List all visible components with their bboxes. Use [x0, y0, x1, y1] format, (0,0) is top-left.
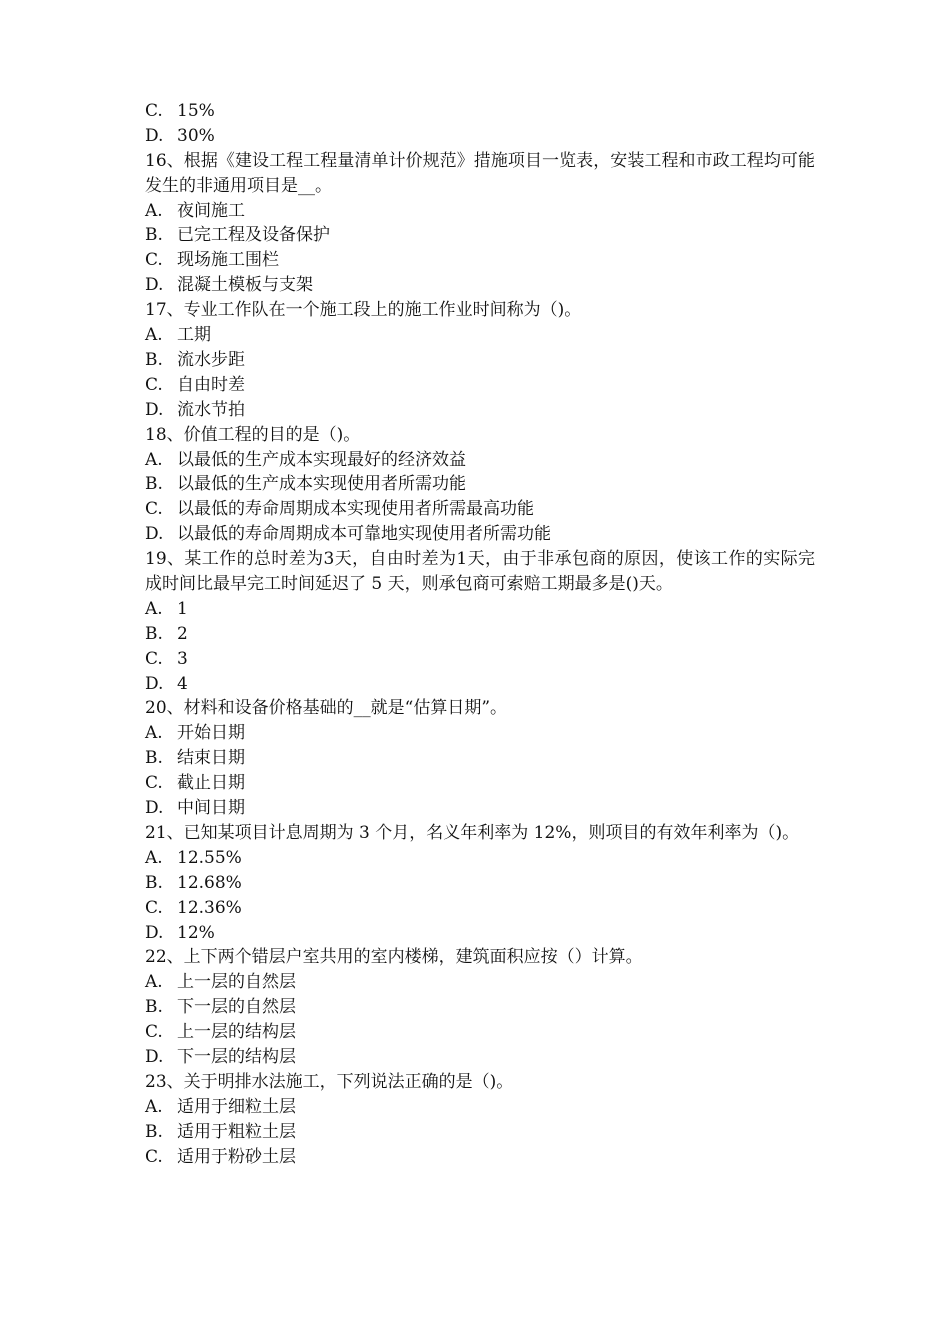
option-key: A.: [145, 1096, 163, 1117]
question-text: 16、根据《建设工程工程量清单计价规范》措施项目一览表，安装工程和市政工程均可能发生的非通用项目是__。: [145, 150, 815, 196]
option-text: 12.68%: [177, 872, 242, 893]
option-text: 1: [177, 598, 188, 619]
option-key: B.: [145, 349, 163, 370]
question-text: 17、专业工作队在一个施工段上的施工作业时间称为（)。: [145, 300, 582, 321]
option-key: D.: [145, 1046, 164, 1067]
answer-option: [145, 597, 815, 622]
option-text: 3: [177, 648, 188, 669]
option-key: A.: [145, 598, 163, 619]
option-key: B.: [145, 748, 163, 769]
answer-option: [145, 1020, 815, 1045]
answer-option: [145, 323, 815, 348]
option-text: 开始日期: [177, 723, 245, 744]
question-text: 22、上下两个错层户室共用的室内楼梯，建筑面积应按（）计算。: [145, 947, 643, 968]
answer-option: [145, 672, 815, 697]
answer-option: [145, 1120, 815, 1145]
answer-option: [145, 248, 815, 273]
answer-option: [145, 896, 815, 921]
option-key: C.: [145, 250, 163, 271]
document-body: [145, 99, 815, 1169]
option-text: 30%: [177, 125, 215, 146]
question-text: 18、价值工程的目的是（)。: [145, 424, 361, 445]
option-text: 流水步距: [177, 349, 245, 370]
option-key: C.: [145, 1146, 163, 1167]
option-text: 上一层的结构层: [177, 1022, 296, 1043]
option-key: A.: [145, 200, 163, 221]
option-text: 适用于粉砂土层: [177, 1146, 296, 1167]
option-text: 12%: [177, 922, 215, 943]
question-text: 23、关于明排水法施工，下列说法正确的是（)。: [145, 1071, 514, 1092]
option-text: 上一层的自然层: [177, 972, 296, 993]
answer-option: [145, 846, 815, 871]
option-text: 12.36%: [177, 897, 242, 918]
answer-option: [145, 497, 815, 522]
option-key: B.: [145, 1121, 163, 1142]
answer-option: [145, 647, 815, 672]
option-key: C.: [145, 1022, 163, 1043]
answer-option: [145, 771, 815, 796]
option-text: 以最低的寿命周期成本可靠地实现使用者所需功能: [177, 524, 551, 545]
option-text: 以最低的生产成本实现最好的经济效益: [177, 449, 466, 470]
answer-option: [145, 448, 815, 473]
option-key: D.: [145, 275, 164, 296]
answer-option: [145, 273, 815, 298]
option-key: D.: [145, 922, 164, 943]
option-text: 下一层的结构层: [177, 1046, 296, 1067]
option-text: 2: [177, 623, 188, 644]
option-text: 适用于粗粒土层: [177, 1121, 296, 1142]
answer-option: [145, 746, 815, 771]
answer-option: [145, 1045, 815, 1070]
option-key: C.: [145, 374, 163, 395]
answer-option: [145, 796, 815, 821]
option-key: C.: [145, 499, 163, 520]
option-text: 工期: [177, 325, 211, 346]
option-text: 混凝土模板与支架: [177, 275, 313, 296]
option-text: 以最低的生产成本实现使用者所需功能: [177, 474, 466, 495]
option-key: D.: [145, 125, 164, 146]
answer-option: [145, 970, 815, 995]
answer-option: [145, 1095, 815, 1120]
question-text: 21、已知某项目计息周期为 3 个月，名义年利率为 12%，则项目的有效年利率为（)。: [145, 822, 800, 843]
answer-option: [145, 921, 815, 946]
option-text: 自由时差: [177, 374, 245, 395]
option-key: B.: [145, 623, 163, 644]
option-text: 以最低的寿命周期成本实现使用者所需最高功能: [177, 499, 534, 520]
option-text: 流水节拍: [177, 399, 245, 420]
option-key: D.: [145, 673, 164, 694]
option-key: A.: [145, 847, 163, 868]
answer-option: [145, 348, 815, 373]
answer-option: [145, 871, 815, 896]
option-key: C.: [145, 648, 163, 669]
option-text: 4: [177, 673, 188, 694]
answer-option: [145, 99, 815, 124]
answer-option: [145, 373, 815, 398]
answer-option: [145, 995, 815, 1020]
answer-option: [145, 199, 815, 224]
option-text: 12.55%: [177, 847, 242, 868]
answer-option: [145, 398, 815, 423]
option-key: C.: [145, 897, 163, 918]
option-text: 现场施工围栏: [177, 250, 279, 271]
answer-option: [145, 622, 815, 647]
answer-option: [145, 124, 815, 149]
option-key: A.: [145, 449, 163, 470]
option-key: C.: [145, 773, 163, 794]
option-text: 夜间施工: [177, 200, 245, 221]
question-text: 20、材料和设备价格基础的__就是“估算日期”。: [145, 698, 508, 719]
answer-option: [145, 721, 815, 746]
option-key: B.: [145, 872, 163, 893]
option-text: 15%: [177, 101, 215, 121]
option-text: 中间日期: [177, 798, 245, 819]
option-text: 结束日期: [177, 748, 245, 769]
option-key: D.: [145, 524, 164, 545]
option-key: B.: [145, 997, 163, 1018]
option-text: 下一层的自然层: [177, 997, 296, 1018]
answer-option: [145, 223, 815, 248]
option-text: 适用于细粒土层: [177, 1096, 296, 1117]
option-key: B.: [145, 474, 163, 495]
option-key: A.: [145, 972, 163, 993]
option-key: D.: [145, 798, 164, 819]
answer-option: [145, 472, 815, 497]
option-text: 截止日期: [177, 773, 245, 794]
option-text: 已完工程及设备保护: [177, 225, 330, 246]
answer-option: [145, 522, 815, 547]
option-key: C.: [145, 101, 163, 121]
question-text: 19、某工作的总时差为3天，自由时差为1天，由于非承包商的原因，使该工作的实际完成时间比最早完工时间延迟了 5 天，则承包商可索赔工期最多是()天。: [145, 549, 815, 594]
option-key: A.: [145, 723, 163, 744]
option-key: D.: [145, 399, 164, 420]
answer-option: [145, 1145, 815, 1170]
option-key: A.: [145, 325, 163, 346]
option-key: B.: [145, 225, 163, 246]
